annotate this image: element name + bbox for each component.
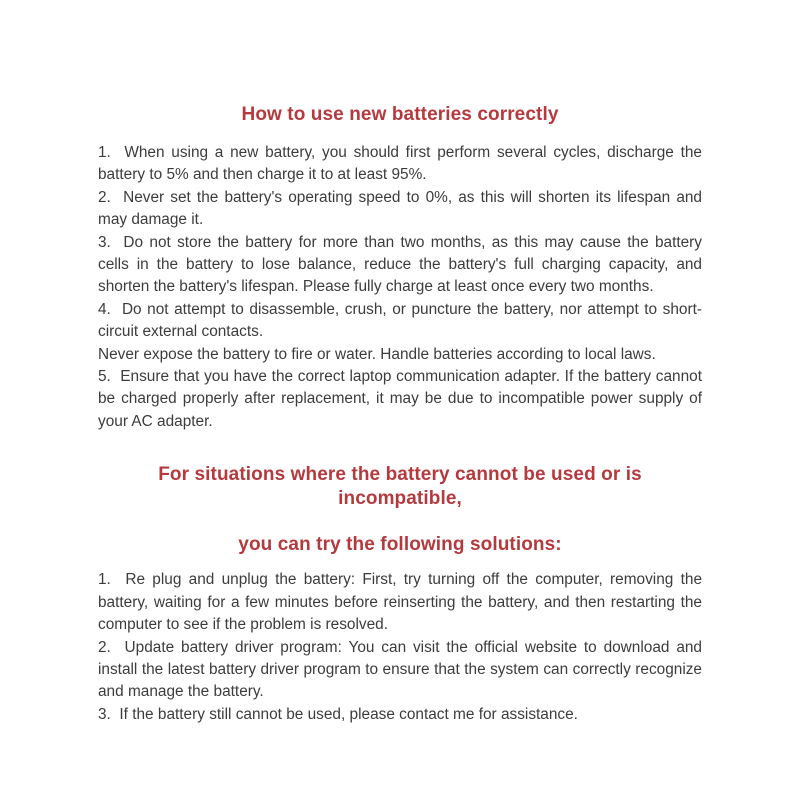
section2-heading-line1: For situations where the battery cannot be used or is incompatible,: [158, 464, 642, 510]
instruction-item-5: 5. Ensure that you have the correct laptop communication adapter. If the battery cannot be charged properly after replacement, it may be due to incompatible power supply of your AC adapter.: [98, 368, 702, 430]
solution-item-1: 1. Re plug and unplug the battery: First, try turning off the computer, removing the battery, waiting for a few minutes before reinserting the battery, and then restarting the computer to see if the problem is resolved.: [98, 571, 702, 634]
solution-item-2: 2. Update battery driver program: You can visit the official website to download and install the latest battery driver program to ensure that the system can correctly recognize and manage the battery.: [98, 638, 702, 701]
instruction-item-1: 1. When using a new battery, you should first perform several cycles, discharge the battery to 5% and then charge it to at least 95%.: [98, 144, 702, 184]
instruction-item-4: 4. Do not attempt to disassemble, crush, or puncture the battery, nor attempt to short-circuit external contacts.: [98, 300, 702, 341]
section2-heading-line2: you can try the following solutions:: [238, 534, 562, 556]
section1-title: How to use new batteries correctly: [241, 104, 559, 125]
instruction-item-3: 3. Do not store the battery for more than two months, as this may cause the battery cells in the battery to lose balance, reduce the battery's full charging capacity, and shorten the battery's lifespan. Please fully charge at least once every two months.: [98, 233, 702, 296]
document-content: [98, 103, 702, 726]
instruction-note-fire-water: Never expose the battery to fire or water. Handle batteries according to local laws.: [98, 345, 656, 363]
section1-instructions: [98, 142, 702, 433]
solution-item-3: 3. If the battery still cannot be used, please contact me for assistance.: [98, 705, 578, 723]
section2-solutions: [98, 569, 702, 726]
instruction-item-2: 2. Never set the battery's operating speed to 0%, as this will shorten its lifespan and may damage it.: [98, 188, 702, 229]
